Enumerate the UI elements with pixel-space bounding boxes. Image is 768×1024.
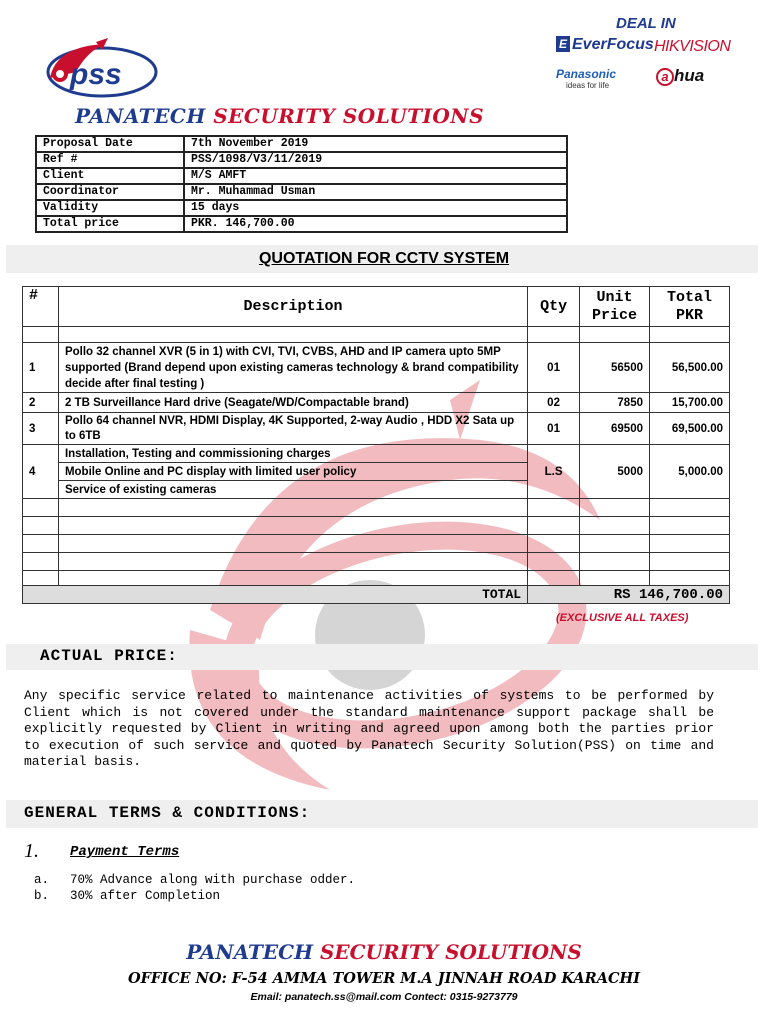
info-label: Proposal Date: [36, 136, 184, 152]
total-value: RS 146,700.00: [528, 586, 730, 604]
dahua-logo: [656, 66, 704, 86]
total-label: TOTAL: [23, 586, 528, 604]
company-name: [75, 104, 484, 128]
actual-price-heading: ACTUAL PRICE:: [40, 647, 178, 665]
info-row: [36, 184, 567, 200]
info-value: M/S AMFT: [184, 168, 567, 184]
col-num-header: #: [23, 287, 59, 327]
info-value: Mr. Muhammad Usman: [184, 184, 567, 200]
list-letter: b.: [34, 888, 50, 903]
footer-name-part1: PANATECH: [186, 940, 320, 964]
exclusive-taxes-note: (EXCLUSIVE ALL TAXES): [556, 612, 689, 624]
hikvision-logo: HIKVISION: [654, 38, 731, 55]
everfocus-text: EverFocus: [572, 36, 654, 53]
row-num: 1: [23, 343, 59, 393]
row-qty: 01: [528, 413, 580, 445]
info-label: Total price: [36, 216, 184, 232]
row-description-line: Installation, Testing and commissioning charges: [58, 445, 527, 463]
row-num: 2: [23, 393, 59, 413]
table-row-empty: [23, 553, 730, 571]
row-unit-price: 5000: [580, 445, 650, 499]
table-row: [23, 413, 730, 445]
info-label: Coordinator: [36, 184, 184, 200]
company-name-part2: SECURITY SOLUTIONS: [213, 104, 485, 128]
footer-address: OFFICE NO: F-54 AMMA TOWER M.A JINNAH ROAD KARACHI: [127, 970, 640, 987]
row-description: 2 TB Surveillance Hard drive (Seagate/WD/Compactable brand): [58, 393, 527, 413]
col-description-header: Description: [58, 287, 527, 327]
info-value: PKR. 146,700.00: [184, 216, 567, 232]
term-title: Payment Terms: [70, 844, 180, 860]
row-unit-price: 7850: [580, 393, 650, 413]
info-row: [36, 200, 567, 216]
list-item: [34, 873, 355, 889]
row-total: 69,500.00: [650, 413, 730, 445]
logo-text: pss: [70, 58, 122, 91]
table-header-row: [23, 287, 730, 327]
list-item: [34, 889, 355, 905]
col-qty-header: Qty: [528, 287, 580, 327]
footer-company-name: [0, 940, 768, 964]
payment-terms-list: [34, 873, 355, 904]
table-total-row: [23, 586, 730, 604]
row-total: 56,500.00: [650, 343, 730, 393]
row-total: 5,000.00: [650, 445, 730, 499]
footer-name-part2: SECURITY SOLUTIONS: [319, 940, 582, 964]
row-qty: 01: [528, 343, 580, 393]
table-row-empty: [23, 517, 730, 535]
panasonic-logo: Panasonic: [556, 67, 617, 81]
row-description-line: Service of existing cameras: [58, 481, 527, 499]
col-unit-price-header: Unit Price: [580, 287, 650, 327]
row-description: Pollo 64 channel NVR, HDMI Display, 4K Supported, 2-way Audio , HDD X2 Sata up to 6TB: [58, 413, 527, 445]
pss-logo-icon: [36, 38, 160, 100]
row-description: Pollo 32 channel XVR (5 in 1) with CVI, TVI, CVBS, AHD and IP camera upto 5MP supported (Brand depend upon existing cameras technology & brand compatibility decide after final testing ): [58, 343, 527, 393]
info-label: Ref #: [36, 152, 184, 168]
company-name-part1: PANATECH: [75, 104, 214, 128]
table-row-empty: [23, 327, 730, 343]
table-row: [23, 343, 730, 393]
info-label: Client: [36, 168, 184, 184]
row-num: 4: [23, 445, 59, 499]
info-value: 7th November 2019: [184, 136, 567, 152]
table-row-empty: [23, 535, 730, 553]
table-row: [23, 445, 730, 463]
table-row-empty: [23, 499, 730, 517]
info-row: [36, 152, 567, 168]
quotation-table: [22, 286, 730, 604]
dahua-text: hua: [674, 66, 705, 85]
table-row: [23, 393, 730, 413]
footer-contact: Email: panatech.ss@mail.com Contect: 0315-9273779: [250, 991, 518, 1003]
info-value: PSS/1098/V3/11/2019: [184, 152, 567, 168]
everfocus-mark-icon: E: [556, 36, 570, 52]
row-total: 15,700.00: [650, 393, 730, 413]
row-qty: L.S: [528, 445, 580, 499]
deal-in-label: DEAL IN: [616, 15, 676, 32]
list-text: 70% Advance along with purchase odder.: [70, 873, 356, 887]
info-row: [36, 136, 567, 152]
row-num: 3: [23, 413, 59, 445]
row-unit-price: 56500: [580, 343, 650, 393]
list-text: 30% after Completion: [70, 888, 221, 903]
quotation-title: QUOTATION FOR CCTV SYSTEM: [258, 250, 510, 267]
proposal-info-table: [35, 135, 568, 233]
list-letter: a.: [34, 873, 50, 887]
terms-heading: GENERAL TERMS & CONDITIONS:: [24, 804, 311, 822]
term-number: 1.: [24, 840, 39, 862]
row-description-line: Mobile Online and PC display with limited user policy: [58, 463, 527, 481]
dahua-mark-icon: a: [656, 68, 674, 86]
row-qty: 02: [528, 393, 580, 413]
row-unit-price: 69500: [580, 413, 650, 445]
col-total-header: Total PKR: [650, 287, 730, 327]
table-row-empty: [23, 571, 730, 586]
info-value: 15 days: [184, 200, 567, 216]
panasonic-tagline: ideas for life: [566, 81, 610, 90]
everfocus-logo: [556, 36, 654, 54]
info-row: [36, 168, 567, 184]
service-paragraph: Any specific service related to maintenance activities of systems to be performed by Client which is not covered under the standard maintenance support package shall be explicitly requested by Client in writing and agreed upon among both the parties prior to execution of such service and quoted by Panatech Security Solution(PSS) on time and material basis.: [24, 688, 714, 769]
info-label: Validity: [36, 200, 184, 216]
info-row: [36, 216, 567, 232]
